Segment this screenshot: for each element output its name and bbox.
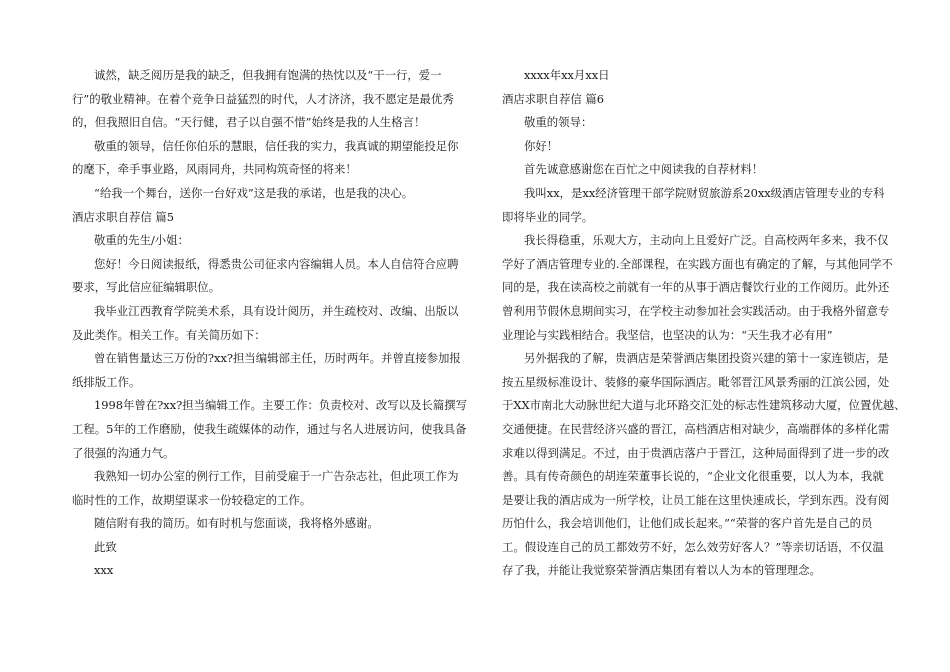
text-line: 历怕什么，我会培训他们，让他们成长起来。”“荣誉的客户首先是自己的员 xyxy=(502,516,873,531)
text-line: 随信附有我的简历。如有时机与您面谈，我将格外感谢。 xyxy=(94,516,379,531)
text-line: 曾在销售量达三万份的?xx?担当编辑部主任，历时两年。并曾直接参加报 xyxy=(94,351,461,366)
text-line: 酒店求职自荐信 篇5 xyxy=(72,209,174,224)
text-line: 交通便捷。在民营经济兴盛的晋江，高档酒店相对缺少，高端群体的多样化需 xyxy=(502,421,890,436)
text-line: 诚然，缺乏阅历是我的缺乏，但我拥有饱满的热忱以及“干一行，爱一 xyxy=(94,68,442,82)
text-line: 首先诚意感谢您在百忙之中阅读我的自荐材料！ xyxy=(524,162,764,177)
text-line: 了很强的沟通力气。 xyxy=(72,445,175,460)
text-line: 我毕业江西教育学院美术系，具有设计阅历，并生疏校对、改编、出版以 xyxy=(94,303,459,318)
text-line: 我熟知一切办公室的例行工作，目前受雇于一广告杂志社，但此项工作为 xyxy=(94,469,459,484)
text-line: 是要让我的酒店成为一所学校，让员工能在这里快速成长，学到东西。没有阅 xyxy=(502,492,890,507)
right-column xyxy=(502,64,906,583)
text-line: 的，但我照旧自信。“天行健，君子以自强不惜”始终是我的人生格言！ xyxy=(72,115,426,130)
text-line: 业理论与实践相结合。我坚信，也坚决的认为：“天生我才必有用” xyxy=(502,327,833,342)
text-line: 按五星级标准设计、装修的豪华国际酒店。毗邻晋江风景秀丽的江滨公园，处 xyxy=(502,374,890,389)
text-line: 你好！ xyxy=(524,138,559,153)
text-line: 酒店求职自荐信 篇6 xyxy=(502,91,604,106)
text-line: 善。具有传奇颜色的胡连荣董事长说的，“企业文化很重要，以人为本，我就 xyxy=(502,469,884,484)
text-line: 及此类作。相关工作。有关简历如下： xyxy=(72,327,266,342)
text-line: 敬重的领导，信任你伯乐的慧眼，信任我的实力，我真诚的期望能投足你 xyxy=(94,138,459,153)
text-line: 纸排版工作。 xyxy=(72,374,141,389)
text-line: 存了我，并能让我觉察荣誉酒店集团有着以人为本的管理理念。 xyxy=(502,563,821,578)
text-line: 曾利用节假休息期间实习，在学校主动参加社会实践活动。由于我格外留意专 xyxy=(502,303,890,318)
text-line: 我长得稳重，乐观大方，主动向上且爱好广泛。自高校两年多来，我不仅 xyxy=(524,233,889,248)
text-line: 敬重的先生/小姐： xyxy=(94,233,189,248)
text-line: 求难以得到满足。不过，由于贵酒店落户于晋江，这种局面得到了进一步的改 xyxy=(502,445,890,460)
text-line: 您好！今日阅读报纸，得悉贵公司征求内容编辑人员。本人自信符合应聘 xyxy=(94,256,459,271)
text-line: 于XX市南北大动脉世纪大道与北环路交汇处的标志性建筑移动大厦，位置优越、 xyxy=(502,398,906,413)
text-line: 的麾下，牵手事业路，风雨同舟，共同构筑奇怪的将来！ xyxy=(72,162,357,177)
left-column xyxy=(72,64,467,583)
text-line: 此致 xyxy=(94,539,117,554)
text-line: 工程。5年的工作磨励，使我生疏媒体的动作，通过与名人进展访问，使我具备 xyxy=(72,421,467,436)
text-line: 行”的敬业精神。在着个竞争日益猛烈的时代，人才济济，我不愿定是最优秀 xyxy=(72,91,454,106)
text-line: xxx xyxy=(94,563,114,578)
text-line: 即将毕业的同学。 xyxy=(502,209,594,224)
text-line: 另外据我的了解，贵酒店是荣誉酒店集团投资兴建的第十一家连锁店，是 xyxy=(524,351,889,366)
text-line: “给我一个舞台，送你一台好戏”这是我的承诺，也是我的决心。 xyxy=(94,185,414,200)
text-line: 临时性的工作，故期望谋求一份较稳定的工作。 xyxy=(72,492,312,507)
text-line: 敬重的领导： xyxy=(524,115,593,130)
text-line: 学好了酒店管理专业的.全部课程，在实践方面也有确定的了解，与其他同学不 xyxy=(502,256,893,271)
text-line: 我叫xx，是xx经济管理干部学院财贸旅游系20xx级酒店管理专业的专科 xyxy=(524,185,885,200)
text-line: 工。假设连自己的员工都效劳不好，怎么效劳好客人？”等亲切话语，不仅温 xyxy=(502,539,884,554)
text-line: 要求，写此信应征编辑职位。 xyxy=(72,280,221,295)
text-line: xxxx年xx月xx日 xyxy=(524,68,610,82)
text-line: 同的是，我在读高校之前就有一年的从事于酒店餐饮行业的工作阅历。此外还 xyxy=(502,280,890,295)
text-line: 1998年曾在?xx?担当编辑工作。主要工作：负责校对、改写以及长篇撰写 xyxy=(94,398,467,413)
